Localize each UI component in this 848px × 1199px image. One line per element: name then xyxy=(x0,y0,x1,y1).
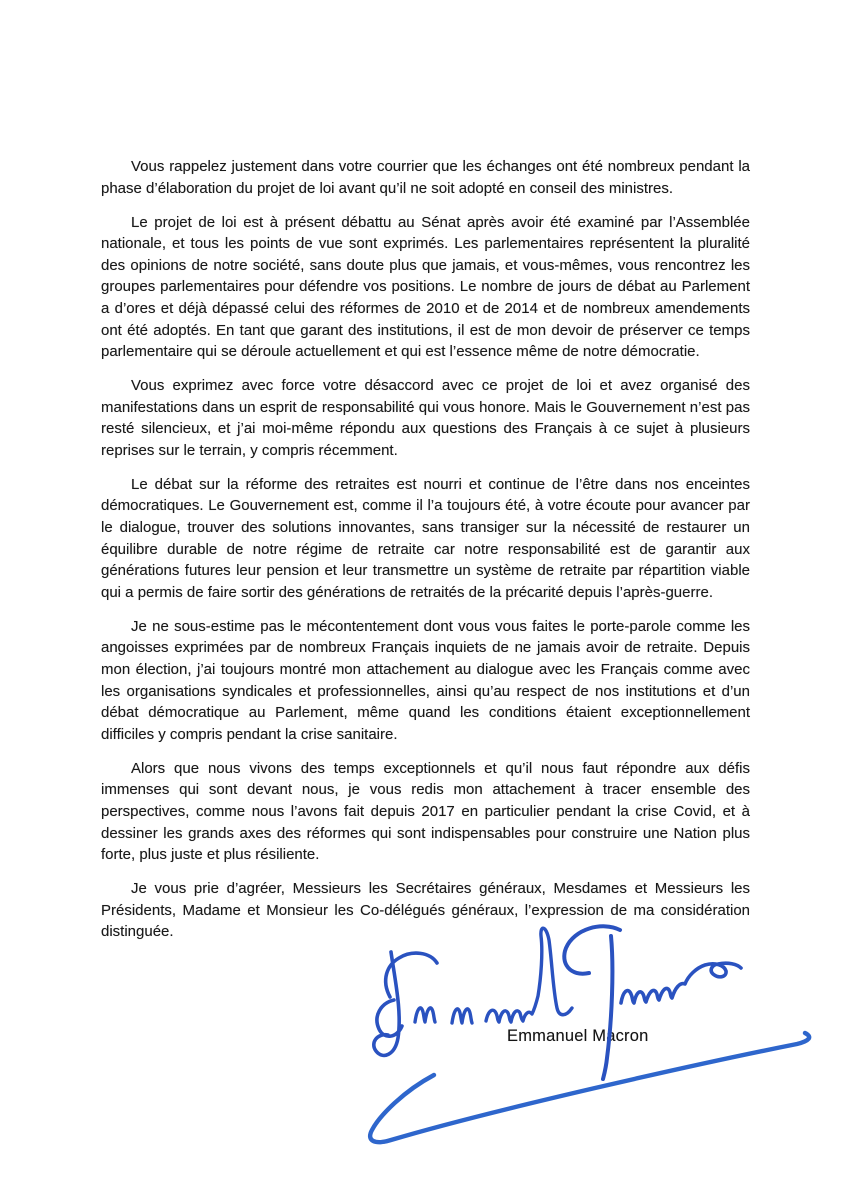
signatory-name: Emmanuel Macron xyxy=(507,1027,649,1045)
letter-paragraph-3: Vous exprimez avec force votre désaccord avec ce projet de loi et avez organisé des manifestations dans un esprit de responsabilité qui vous honore. Mais le Gouvernement n’est pas resté silencieux, et j’ai moi-même répondu aux questions des Français à ce sujet à plusieurs reprises sur le terrain, y compris récemment. xyxy=(101,377,750,459)
signature-stroke-e-spine xyxy=(374,952,399,1055)
signature-flourish-underline xyxy=(370,1033,809,1142)
signature-stroke-m2 xyxy=(452,1009,472,1023)
letter-paragraph-7: Je vous prie d’agréer, Messieurs les Secrétaires généraux, Mesdames et Messieurs les Présidents, Madame et Monsieur les Co-délégués généraux, l’expression de ma considération distinguée. xyxy=(101,880,750,941)
letter-paragraph-6: Alors que nous vivons des temps exceptionnels et qu’il nous faut répondre aux défis immenses qui sont devant nous, je vous redis mon attachement à tracer ensemble des perspectives, comme nous l’avons fait depuis 2017 en particulier pendant la crise Covid, et à dessiner les grands axes des réformes qui sont indispensables pour construire une Nation plus forte, plus juste et plus résiliente. xyxy=(101,759,750,864)
letter-paragraph-5: Je ne sous-estime pas le mécontentement dont vous vous faites le porte-parole comme les angoisses exprimées par de nombreux Français inquiets de ne jamais avoir de retraite. Depuis mon élection, j’ai toujours montré mon attachement au dialogue avec les Français comme avec les organisations syndicales et professionnelles, ainsi qu’au respect de nos institutions et d’un débat démocratique au Parlement, même quand les conditions étaient exceptionnellement difficiles y compris pendant la crise sanitaire. xyxy=(101,617,750,743)
signature-stroke-e-bottom-bowl xyxy=(377,1000,402,1036)
signature-stroke-descender xyxy=(603,936,612,1079)
letter-body xyxy=(101,156,750,955)
signature-stroke-e-top-bowl xyxy=(386,953,437,997)
signature-stroke-m1 xyxy=(415,1008,435,1022)
signature-stroke-acron xyxy=(621,963,741,1003)
letter-paragraph-1: Vous rappelez justement dans votre courrier que les échanges ont été nombreux pendant la phase d’élaboration du projet de loi avant qu’il ne soit adopté en conseil des ministres. xyxy=(101,158,750,197)
letter-paragraph-2: Le projet de loi est à présent débattu au Sénat après avoir été examiné par l’Assemblée nationale, et tous les points de vue sont exprimés. Les parlementaires représentent la pluralité des opinions de notre société, sans doute plus que jamais, et vous-mêmes, vous rencontrez les groupes parlementaires pour défendre vos positions. Le nombre de jours de débat au Parlement a d’ores et déjà dépassé celui des réformes de 2010 et de 2014 et de nombreux amendements ont été adoptés. En tant que garant des institutions, il est de mon devoir de préserver ce temps parlementaire qui se déroule actuellement et qui est l’essence même de notre démocratie. xyxy=(101,213,750,361)
letter-paragraph-4: Le débat sur la réforme des retraites est nourri et continue de l’être dans nos enceintes démocratiques. Le Gouvernement est, comme il l’a toujours été, à votre écoute pour avancer par le dialogue, trouver des solutions innovantes, sans transiger sur la nécessité de restaurer un équilibre durable de notre régime de retraite car notre responsabilité est de garantir aux générations futures leur pension et leur transmettre un système de retraite par répartition viable qui a permis de faire sortir des générations de retraités de la précarité depuis l’après-guerre. xyxy=(101,475,750,601)
